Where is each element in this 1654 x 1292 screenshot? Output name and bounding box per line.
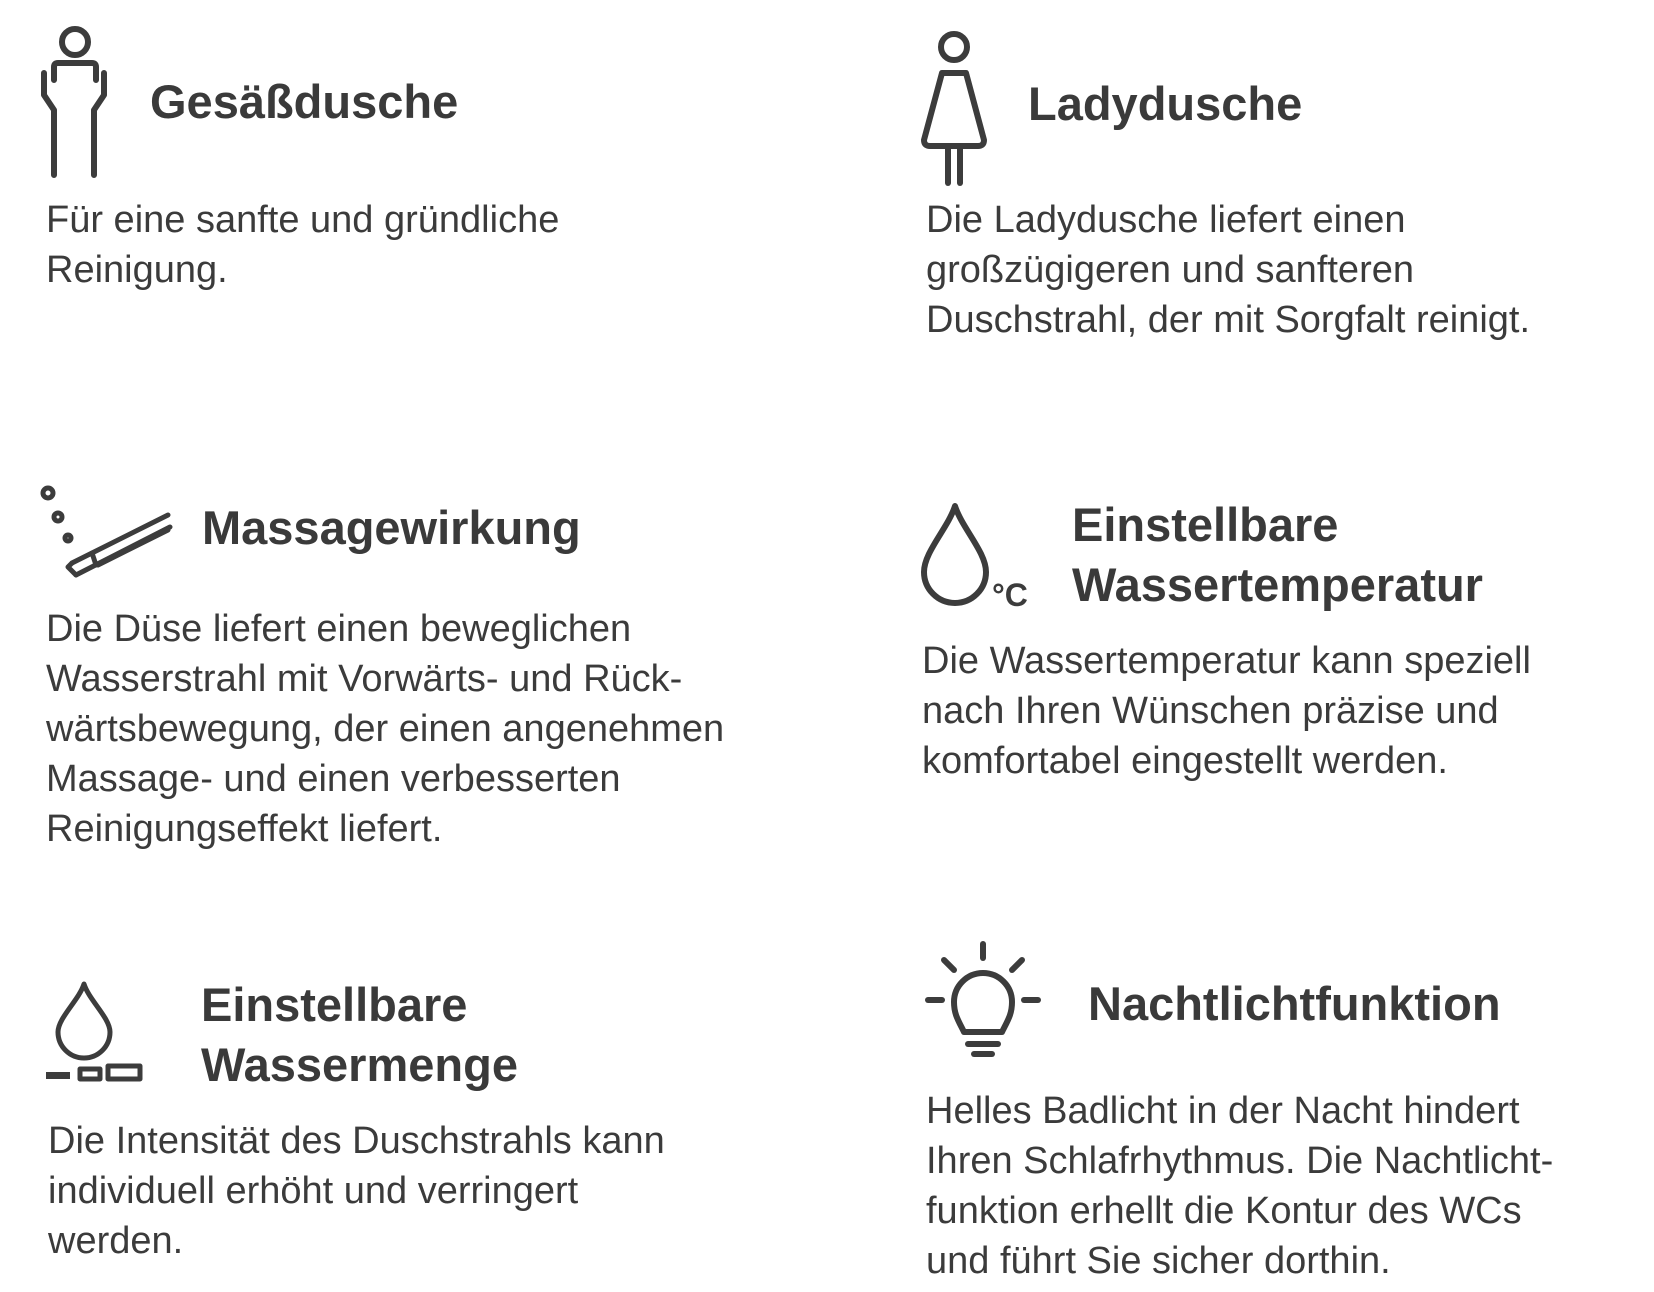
- light-bulb-icon: [924, 940, 1044, 1060]
- feature-description: Die Intensität des Duschstrahls kann individuell erhöht und verringert werden.: [48, 1120, 665, 1262]
- feature-title: Einstellbare Wassermenge: [201, 978, 518, 1091]
- feature-title: Nachtlichtfunktion: [1088, 977, 1501, 1030]
- massage-nozzle-icon: [38, 485, 178, 585]
- feature-title: Massagewirkung: [202, 501, 581, 554]
- water-drop-celsius-icon: [918, 500, 1038, 615]
- water-drop-level-icon: [40, 980, 150, 1085]
- feature-description: Die Wassertemperatur kann speziell nach Ihren Wünschen präzise und komfortabel eingestellt werden.: [922, 640, 1531, 782]
- feature-title: Gesäßdusche: [150, 75, 459, 128]
- feature-title: Einstellbare Wassertemperatur: [1072, 498, 1483, 611]
- feature-description: Die Düse liefert einen beweglichen Wasserstrahl mit Vorwärts- und Rück- wärtsbewegung, der einen angenehmen Massage- und einen verbesserten Reinigungseffekt liefert.: [46, 608, 725, 850]
- feature-description: Für eine sanfte und gründliche Reinigung.: [46, 199, 560, 291]
- feature-title: Ladydusche: [1028, 77, 1303, 130]
- feature-description: Helles Badlicht in der Nacht hindert Ihren Schlafrhythmus. Die Nachtlicht- funktion erhellt die Kontur des WCs und führt Sie sicher dorthin.: [926, 1090, 1554, 1282]
- female-person-icon: [918, 28, 990, 188]
- feature-description: Die Ladydusche liefert einen großzügigeren und sanfteren Duschstrahl, der mit Sorgfalt reinigt.: [926, 199, 1531, 341]
- male-person-icon: [40, 25, 110, 185]
- celsius-label: °C: [992, 577, 1028, 613]
